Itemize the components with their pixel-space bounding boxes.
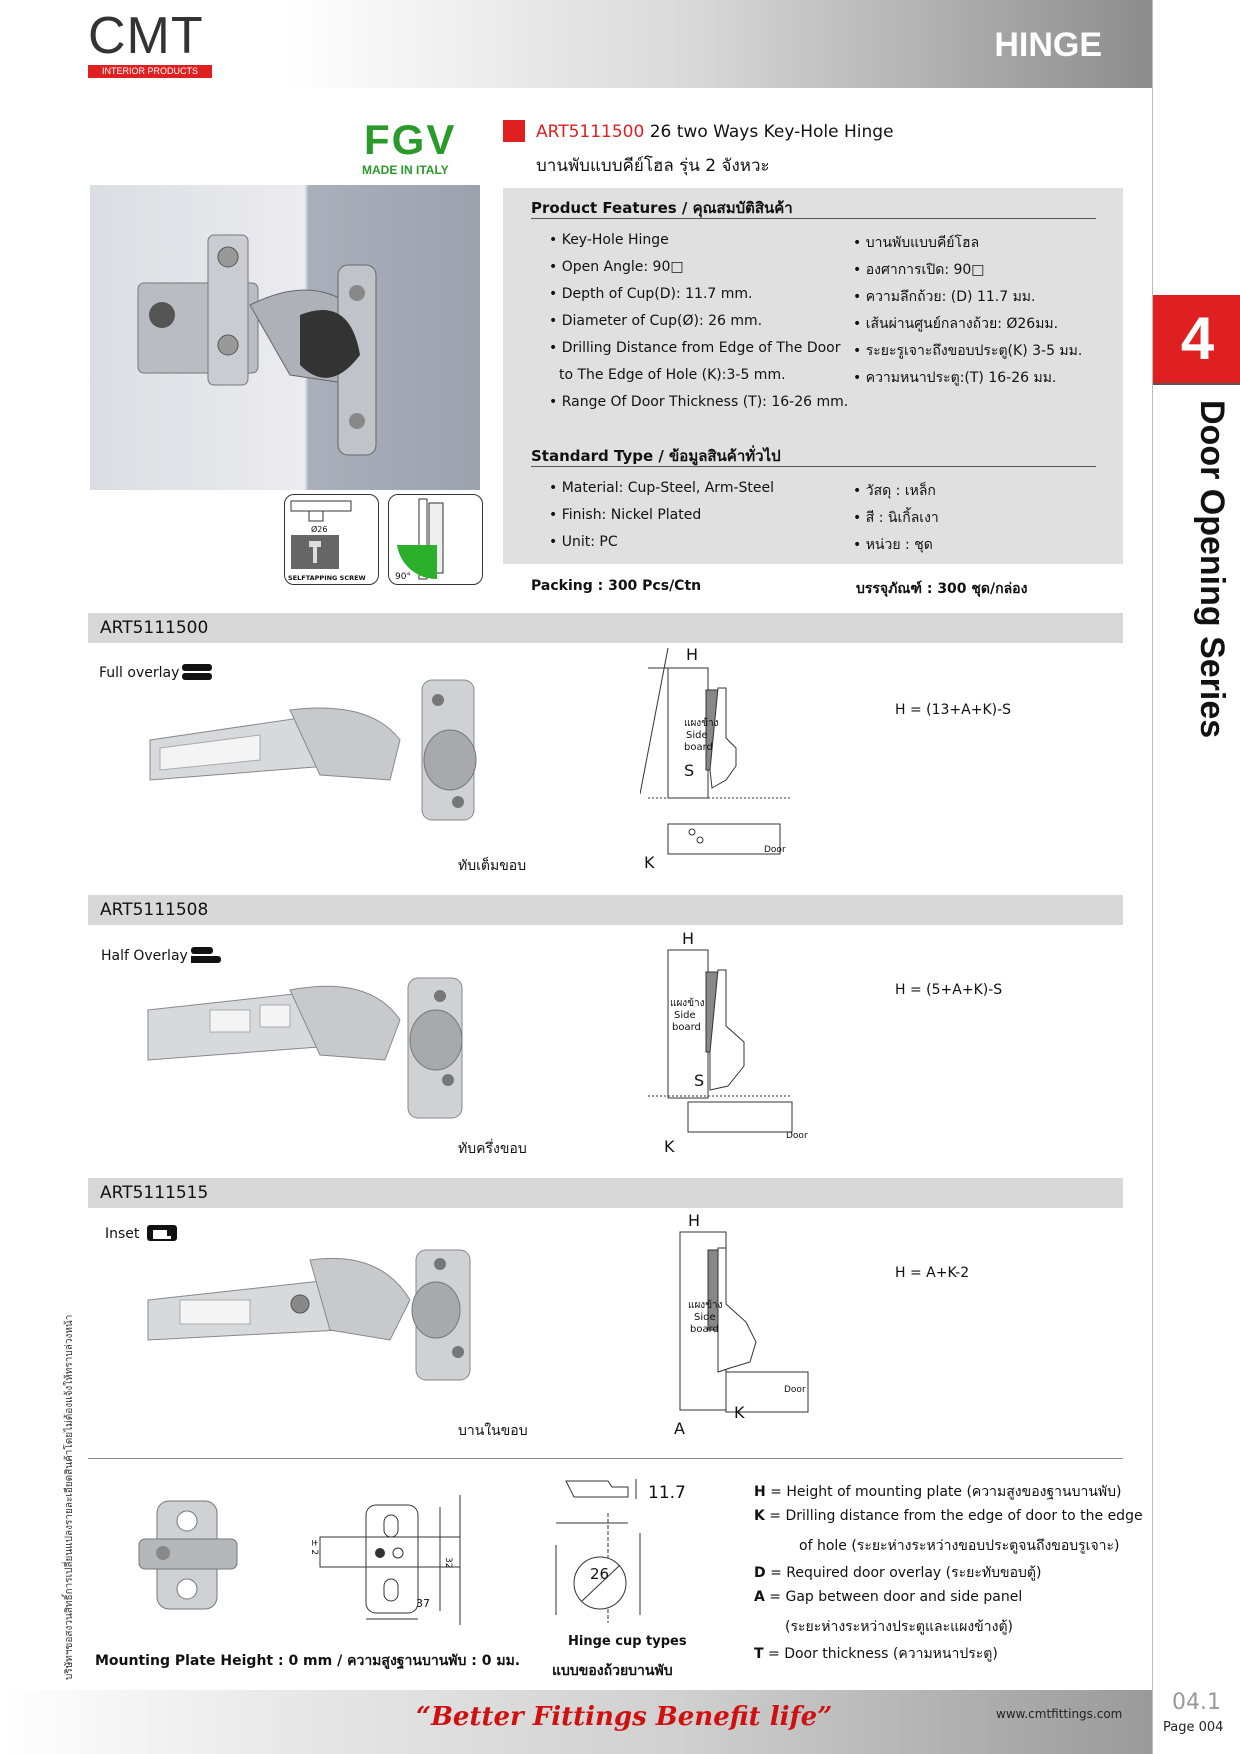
product-photo [90, 185, 480, 490]
svg-text:แผงข้าง: แผงข้าง [684, 718, 719, 729]
svg-text:แผงข้าง: แผงข้าง [688, 1300, 723, 1311]
packing-th: บรรจุภัณฑ์ : 300 ชุด/กล่อง [856, 581, 1028, 597]
legend-text: = Height of mounting plate (ความสูงของฐานบานพับ) [765, 1484, 1122, 1500]
hinge-cup-drawing [548, 1475, 688, 1635]
standard-item-thai: • หน่วย : ชุด [853, 537, 933, 553]
svg-text:Door: Door [764, 845, 786, 855]
legend-text: = Required door overlay (ระยะทับขอบตู้) [765, 1565, 1042, 1581]
legend-key: K [754, 1508, 765, 1524]
svg-text:Ø26: Ø26 [311, 525, 328, 534]
feature-item-thai: • ความหนาประตู:(T) 16-26 มม. [853, 370, 1057, 386]
overlay-type: Full overlay [99, 665, 180, 681]
feature-item-thai: • บานพับแบบคีย์โฮล [853, 235, 980, 251]
chapter-number: 4 [1153, 295, 1240, 383]
disclaimer-note: บริษัทฯขอสงวนสิทธิ์การเปลี่ยนแปลงรายละเอียดสินค้าโดยไม่ต้องแจ้งให้ทราบล่วงหน้า [64, 1314, 75, 1680]
product-title [536, 122, 894, 142]
legend-key: H [754, 1484, 766, 1500]
side-divider [1152, 0, 1153, 1754]
hinge-photo-full-overlay [140, 670, 490, 850]
variant-formula: H = A+K-2 [895, 1265, 970, 1281]
angle-icon-box [388, 494, 483, 585]
svg-text:90°: 90° [395, 572, 411, 582]
svg-text:board: board [684, 742, 713, 753]
feature-item: • Drilling Distance from Edge of The Door [549, 340, 841, 356]
standard-item: • Finish: Nickel Plated [549, 507, 702, 523]
hinge-photo-inset [140, 1240, 490, 1400]
cup-caption: Hinge cup types [568, 1634, 687, 1649]
legend-item [754, 1562, 1041, 1584]
website-link[interactable]: www.cmtfittings.com [996, 1707, 1123, 1721]
inset-icon [147, 1225, 177, 1241]
svg-text:H: H [688, 1212, 701, 1230]
feature-item: • Open Angle: 90□ [549, 259, 684, 275]
mounting-height-label: Mounting Plate Height : 0 mm / ความสูงฐานบานพับ : 0 มม. [95, 1653, 521, 1669]
feature-item: • Diameter of Cup(Ø): 26 mm. [549, 313, 763, 329]
features-rule [531, 218, 1096, 219]
svg-text:K: K [734, 1403, 745, 1422]
svg-text:แผงข้าง: แผงข้าง [670, 998, 705, 1009]
legend-text: (ระยะห่างระหว่างประตูและแผงข้างตู้) [785, 1619, 1013, 1635]
series-label: Door Opening Series [1193, 400, 1231, 739]
packing-en: Packing : 300 Pcs/Ctn [531, 578, 702, 594]
half-overlay-diagram [640, 930, 820, 1160]
legend-key: T [754, 1646, 764, 1662]
svg-text:Side: Side [694, 1312, 716, 1323]
svg-text:K: K [644, 853, 655, 872]
hinge-photo-icon [90, 185, 480, 490]
screw-icon-box [284, 494, 379, 585]
brand-subtitle: INTERIOR PRODUCTS [88, 65, 212, 78]
legend-item [785, 1616, 1013, 1638]
svg-text:S: S [684, 761, 695, 780]
spec-panel [503, 188, 1123, 564]
mounting-plate-photo [135, 1495, 245, 1615]
cup-caption-thai: แบบของถ้วยบานพับ [552, 1663, 673, 1679]
standard-item: • Unit: PC [549, 534, 618, 550]
svg-text:board: board [672, 1022, 701, 1033]
slogan: “Better Fittings Benefit life” [416, 1702, 833, 1732]
fgv-logo [360, 116, 476, 178]
svg-text:H: H [682, 930, 695, 948]
bottom-divider [88, 1458, 1123, 1459]
variant-caption-thai: ทับครึ่งขอบ [458, 1141, 527, 1157]
svg-text:S: S [694, 1071, 705, 1090]
feature-item-thai: • ความลึกถ้วย: (D) 11.7 มม. [853, 289, 1036, 305]
feature-item-thai: • ระยะรูเจาะถึงขอบประตู(K) 3-5 มม. [853, 343, 1083, 359]
variant-caption-thai: ทับเต็มขอบ [458, 858, 527, 874]
product-name: 26 two Ways Key-Hole Hinge [649, 122, 894, 142]
hinge-photo-half-overlay [140, 960, 490, 1130]
feature-item: to The Edge of Hole (K):3-5 mm. [559, 367, 786, 383]
legend-item [754, 1643, 998, 1665]
features-heading: Product Features / คุณสมบัติสินค้า [531, 199, 793, 217]
svg-text:± 2: ± 2 [309, 1539, 319, 1556]
svg-text:Side: Side [686, 730, 708, 741]
legend-text: = Drilling distance from the edge of door to the edge [764, 1508, 1143, 1524]
product-title-thai: บานพับแบบคีย์โฮล รุ่น 2 จังหวะ [536, 156, 770, 176]
svg-text:37: 37 [416, 1597, 430, 1610]
chapter-rule [1153, 383, 1240, 385]
inset-diagram [660, 1212, 820, 1440]
svg-text:26: 26 [590, 1565, 610, 1583]
svg-text:Door: Door [784, 1385, 806, 1395]
page-title: HINGE [994, 26, 1102, 64]
svg-text:Side: Side [674, 1010, 696, 1021]
variant-header: ART5111508 [88, 895, 1123, 925]
brand-logo: CMT [88, 7, 204, 65]
opening-angle-icon [389, 495, 482, 584]
variant-caption-thai: บานในขอบ [458, 1423, 528, 1439]
legend-text: = Door thickness (ความหนาประตู) [763, 1646, 998, 1662]
overlay-type: Half Overlay [101, 948, 188, 964]
variant-formula: H = (13+A+K)-S [895, 702, 1012, 718]
variant-header: ART5111515 [88, 1178, 1123, 1208]
feature-item: • Depth of Cup(D): 11.7 mm. [549, 286, 753, 302]
section-number: 04.1 [1172, 1690, 1221, 1715]
legend-item [754, 1508, 1143, 1524]
legend-text: = Gap between door and side panel [764, 1589, 1023, 1605]
legend-item [754, 1589, 1022, 1605]
overlay-type: Inset [105, 1226, 140, 1242]
selftapping-screw-icon [285, 495, 378, 584]
standard-heading: Standard Type / ข้อมูลสินค้าทั่วไป [531, 447, 781, 465]
svg-text:K: K [664, 1137, 675, 1156]
svg-text:32: 32 [443, 1557, 453, 1569]
svg-text:MADE IN ITALY: MADE IN ITALY [362, 163, 449, 177]
standard-item: • Material: Cup-Steel, Arm-Steel [549, 480, 774, 496]
legend-item [799, 1535, 1120, 1557]
feature-item: • Range Of Door Thickness (T): 16-26 mm. [549, 394, 849, 410]
page-number: Page 004 [1163, 1720, 1224, 1735]
legend-key: D [754, 1565, 766, 1581]
full-overlay-diagram [640, 648, 820, 876]
product-code: ART5111500 [536, 122, 645, 142]
svg-text:11.7: 11.7 [648, 1483, 686, 1503]
standard-item-thai: • สี : นิเกิ้ลเงา [853, 510, 939, 526]
title-marker [503, 120, 525, 142]
standard-item-thai: • วัสดุ : เหล็ก [853, 483, 936, 499]
variant-header: ART5111500 [88, 613, 1123, 643]
svg-text:board: board [690, 1324, 719, 1335]
legend-item [754, 1481, 1122, 1503]
svg-text:A: A [674, 1419, 685, 1438]
mounting-plate-drawing [300, 1495, 470, 1625]
feature-item: • Key-Hole Hinge [549, 232, 669, 248]
legend-key: A [754, 1589, 765, 1605]
standard-rule [531, 466, 1096, 467]
variant-formula: H = (5+A+K)-S [895, 982, 1003, 998]
feature-item-thai: • เส้นผ่านศูนย์กลางถ้วย: Ø26มม. [853, 316, 1059, 332]
svg-text:H: H [686, 648, 699, 664]
svg-text:SELFTAPPING SCREW: SELFTAPPING SCREW [288, 574, 366, 582]
svg-text:FGV: FGV [364, 116, 457, 163]
svg-text:Door: Door [786, 1131, 808, 1141]
feature-item-thai: • องศาการเปิด: 90□ [853, 262, 985, 278]
legend-text: of hole (ระยะห่างระหว่างขอบประตูจนถึงขอบรูเจาะ) [799, 1538, 1120, 1554]
